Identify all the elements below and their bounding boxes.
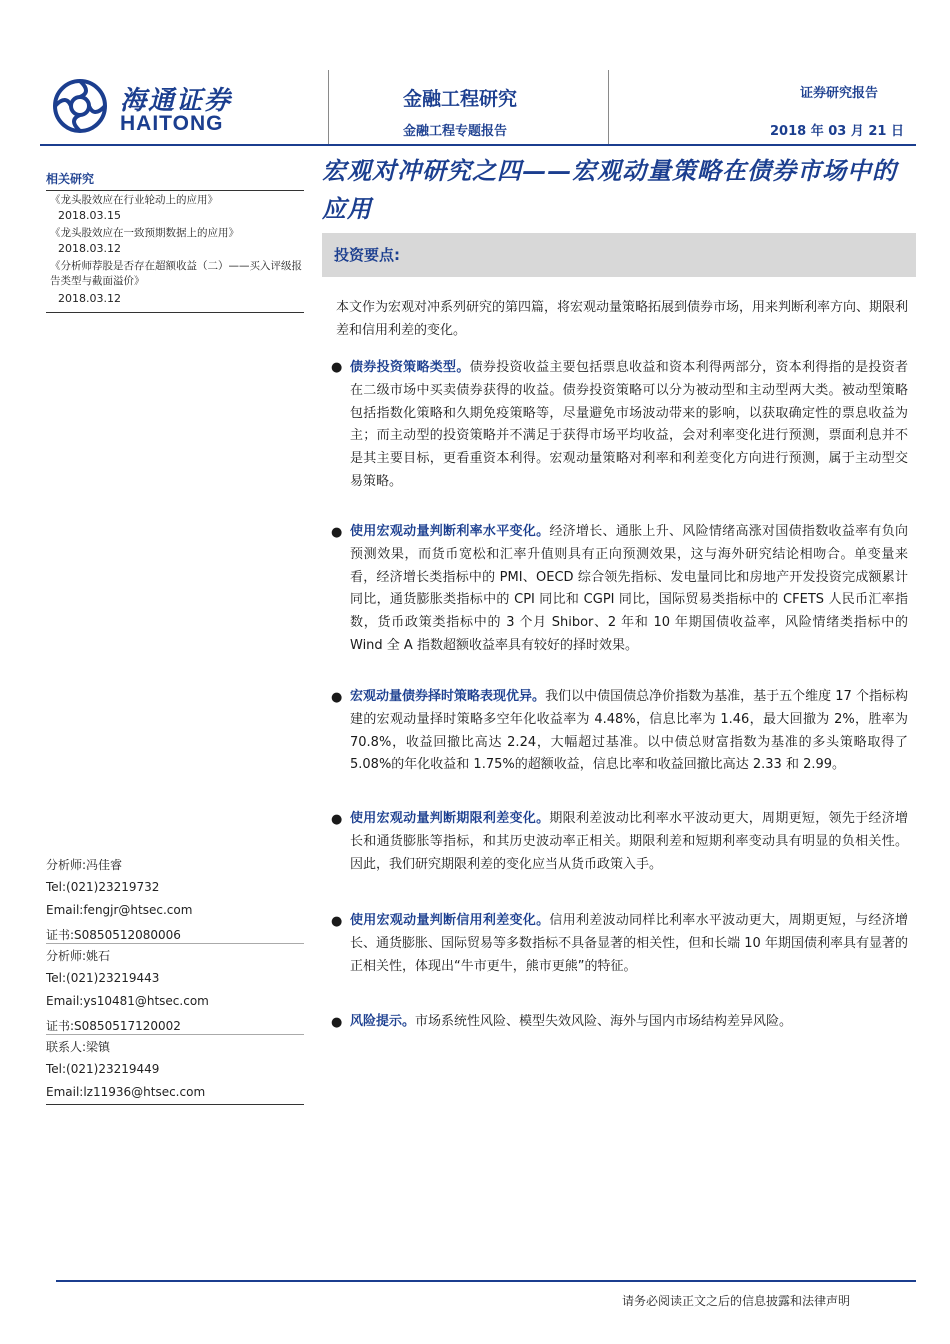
bullet-body: 市场系统性风险、模型失效风险、海外与国内市场结构差异风险。 bbox=[415, 1014, 793, 1029]
report-category: 证券研究报告 bbox=[800, 86, 879, 101]
bullet-dot-icon: ● bbox=[331, 812, 343, 827]
analyst-email[interactable]: Email:fengjr@htsec.com bbox=[46, 903, 193, 917]
bullet-item bbox=[350, 910, 908, 978]
haitong-emblem-icon bbox=[52, 78, 112, 134]
contact-divider bbox=[46, 1034, 304, 1035]
bullet-dot-icon: ● bbox=[331, 1015, 343, 1030]
bullet-dot-icon: ● bbox=[331, 914, 343, 929]
related-item-date: 2018.03.12 bbox=[58, 242, 121, 255]
bullet-body: 信用利差波动同样比利率水平波动更大，周期更短，与经济增长、通货膨胀、国际贸易等多数指标不具备显著的相关性，但和长端 10 年期国债利率具有显著的正相关性，体现出“牛市更牛，熊市更熊”的特征。 bbox=[350, 913, 908, 974]
bullet-item bbox=[350, 1011, 908, 1034]
report-title: 宏观对冲研究之四——宏观动量策略在债券市场中的应用 bbox=[322, 156, 897, 223]
logo-english-text: HAITONG bbox=[120, 112, 224, 135]
bullet-dot-icon: ● bbox=[331, 360, 343, 375]
analyst-name: 分析师:冯佳睿 bbox=[46, 858, 123, 872]
analyst-tel: Tel:(021)23219443 bbox=[46, 971, 160, 985]
header-rule bbox=[40, 144, 916, 146]
bullet-body: 债券投资收益主要包括票息收益和资本利得两部分，资本利得指的是投资者在二级市场中买卖债券获得的收益。债券投资策略可以分为被动型和主动型两大类。被动型策略包括指数化策略和久期免疫策略等，尽量避免市场波动带来的影响，以获取确定性的票息收益为主；而主动型的投资策略并不满足于获得市场平均收益，会对利率变化进行预测，票面利息并不是其主要目标，更看重资本利得。宏观动量策略对利率和利差变化方向进行预测，属于主动型交易策略。 bbox=[350, 360, 908, 489]
report-date: 2018 年 03 月 21 日 bbox=[770, 124, 904, 139]
related-item-title[interactable]: 《龙头股效应在行业轮动上的应用》 bbox=[50, 194, 218, 206]
bullet-dot-icon: ● bbox=[331, 690, 343, 705]
contact-name: 联系人:梁镇 bbox=[46, 1040, 111, 1054]
contact-tel: Tel:(021)23219449 bbox=[46, 1062, 160, 1076]
header-divider-left bbox=[328, 70, 329, 144]
bullet-heading: 使用宏观动量判断信用利差变化。 bbox=[350, 913, 550, 928]
bullet-heading: 使用宏观动量判断期限利差变化。 bbox=[350, 811, 550, 826]
key-points-label: 投资要点: bbox=[334, 246, 400, 264]
footer-disclaimer: 请务必阅读正文之后的信息披露和法律声明 bbox=[622, 1294, 851, 1308]
related-item-date: 2018.03.12 bbox=[58, 292, 121, 305]
contact-divider bbox=[46, 943, 304, 944]
analyst-cert: 证书:S0850512080006 bbox=[46, 928, 181, 942]
analyst-cert: 证书:S0850517120002 bbox=[46, 1019, 181, 1033]
bullet-dot-icon: ● bbox=[331, 525, 343, 540]
bullet-heading: 宏观动量债券择时策略表现优异。 bbox=[350, 689, 546, 704]
related-research-title: 相关研究 bbox=[46, 172, 95, 186]
header-divider-right bbox=[608, 70, 609, 144]
bullet-heading: 债券投资策略类型。 bbox=[350, 360, 470, 375]
bullet-body: 期限利差波动比利率水平波动更大，周期更短，领先于经济增长和通货膨胀等指标，和其历史波动率正相关。期限利差和短期利率变动具有明显的负相关性。因此，我们研究期限利差的变化应当从货币政策入手。 bbox=[350, 811, 908, 872]
bullet-item bbox=[350, 357, 908, 494]
bullet-body: 经济增长、通胀上升、风险情绪高涨对国债指数收益率有负向预测效果，而货币宽松和汇率升值则具有正向预测效果，这与海外研究结论相吻合。单变量来看，经济增长类指标中的 PMI、OECD 综合领先指标、发电量同比和房地产开发投资完成额累计同比，通货膨胀类指标中的 CPI 同比和 CGPI 同比，国际贸易类指标中的 CFETS 人民币汇率指数，货币政策类指标中的 3 个月 Shibor、2 年和 10 年期国债收益率，风险情绪类指标中的 Wind 全 A 指数超额收益率具有较好的择时效果。 bbox=[350, 524, 908, 653]
bullet-heading: 使用宏观动量判断利率水平变化。 bbox=[350, 524, 550, 539]
department-title: 金融工程研究 bbox=[403, 88, 518, 110]
bullet-heading: 风险提示。 bbox=[350, 1014, 416, 1029]
key-points-bar bbox=[322, 233, 916, 277]
analyst-name: 分析师:姚石 bbox=[46, 949, 111, 963]
footer-rule bbox=[56, 1280, 916, 1282]
related-item-date: 2018.03.15 bbox=[58, 209, 121, 222]
related-research-bottom-rule bbox=[46, 312, 304, 313]
contact-bottom-rule bbox=[46, 1104, 304, 1105]
analyst-tel: Tel:(021)23219732 bbox=[46, 880, 160, 894]
related-research-rule bbox=[46, 190, 304, 191]
related-item-title[interactable]: 《龙头股效应在一致预期数据上的应用》 bbox=[50, 227, 239, 239]
logo-chinese-text: 海通证券 bbox=[120, 86, 233, 116]
related-item-title[interactable]: 《分析师荐股是否存在超额收益（二）——买入评级报告类型与截面溢价》 bbox=[50, 260, 302, 287]
bullet-item bbox=[350, 521, 908, 658]
bullet-body: 我们以中债国债总净价指数为基准，基于五个维度 17 个指标构建的宏观动量择时策略多空年化收益率为 4.48%，信息比率为 1.46，最大回撤为 2%，胜率为 70.8%，收益回撤比高达 2.24，大幅超过基准。以中债总财富指数为基准的多头策略取得了 5.08%的年化收益和 1.75%的超额收益，信息比率和收益回撤比高达 2.33 和 2.99。 bbox=[350, 689, 908, 773]
intro-paragraph: 本文作为宏观对冲系列研究的第四篇，将宏观动量策略拓展到债券市场，用来判断利率方向、期限利差和信用利差的变化。 bbox=[336, 300, 909, 338]
bullet-item bbox=[350, 808, 908, 876]
report-type: 金融工程专题报告 bbox=[403, 124, 508, 139]
analyst-email[interactable]: Email:ys10481@htsec.com bbox=[46, 994, 209, 1008]
bullet-item bbox=[350, 686, 908, 777]
contact-email[interactable]: Email:lz11936@htsec.com bbox=[46, 1085, 206, 1099]
